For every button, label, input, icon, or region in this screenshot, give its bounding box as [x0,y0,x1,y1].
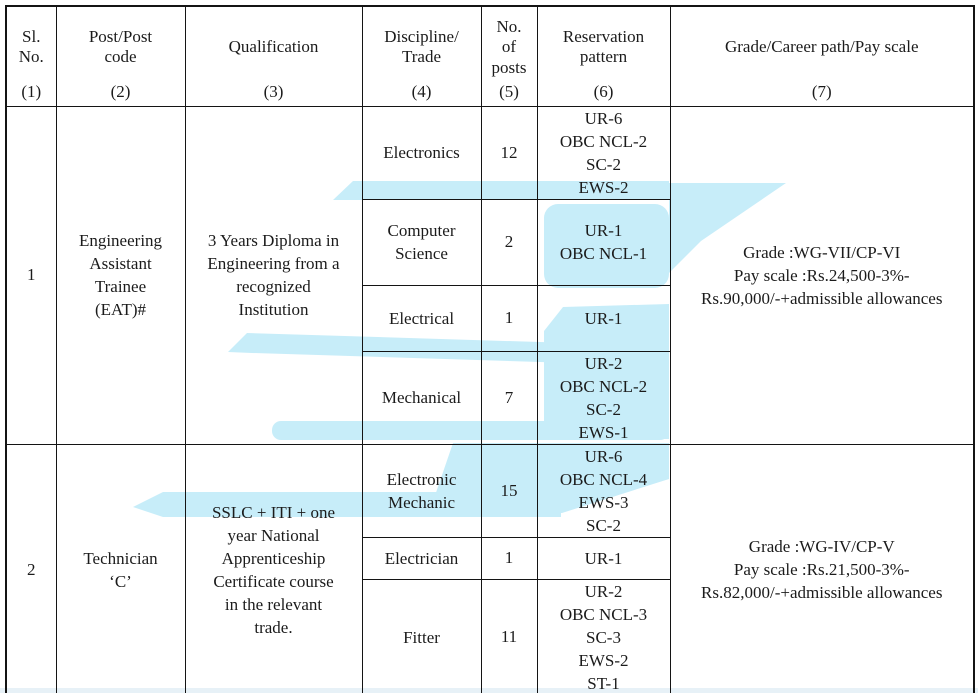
cell-post-code [56,444,185,693]
qualification-text: 3 Years Diploma in Engineering from a recognized Institution [207,231,340,319]
recruitment-posts-table [5,5,975,693]
cell-reservation [537,285,670,351]
cell-discipline [362,199,481,285]
cell-sl-no: 1 [6,106,56,444]
col-header-sl-no [6,6,56,106]
col-header-number: (3) [263,81,284,101]
col-header-number: (7) [811,81,832,101]
cell-qualification [185,106,362,444]
cell-posts: 7 [481,351,537,444]
reservation-text: UR-1 [584,548,623,568]
col-header-reservation-pattern [537,6,670,106]
cell-posts: 12 [481,106,537,199]
col-header-number: (6) [593,81,614,101]
cell-reservation [537,106,670,199]
discipline-name: Computer Science [387,221,456,263]
cell-reservation [537,444,670,537]
post-code-text: Engineering Assistant Trainee (EAT)# [78,231,163,319]
discipline-name: Electronics [383,143,460,162]
cell-posts: 15 [481,444,537,537]
cell-qualification [185,444,362,693]
col-header-label: Post/Post code [88,27,153,67]
cell-posts: 1 [481,285,537,351]
cell-discipline [362,106,481,199]
col-header-discipline-trade [362,6,481,106]
cell-reservation [537,199,670,285]
cell-posts: 2 [481,199,537,285]
cell-discipline [362,444,481,537]
col-header-number: (1) [21,81,42,101]
qualification-text: SSLC + ITI + one year National Apprenticeship Certificate course in the relevant trade. [211,502,336,637]
grade-pay-text: Grade :WG-VII/CP-VI Pay scale :Rs.24,500-3%- Rs.90,000/-+admissible allowances [701,242,943,308]
cell-grade [670,444,974,693]
cell-discipline [362,351,481,444]
col-header-label: Qualification [228,37,319,57]
discipline-name: Fitter [403,627,440,647]
discipline-name: Electrician [384,548,459,568]
table-body [6,106,974,693]
col-header-label: Grade/Career path/Pay scale [724,37,919,57]
cell-reservation [537,537,670,579]
reservation-text: UR-6 OBC NCL-4 EWS-3 SC-2 [559,446,648,535]
col-header-number: (5) [499,81,519,101]
cell-posts: 1 [481,537,537,579]
col-header-no-of-posts [481,6,537,106]
table-header [6,6,974,106]
col-header-label: Reservation pattern [562,27,645,67]
cell-reservation [537,351,670,444]
col-header-qualification [185,6,362,106]
cell-discipline [362,285,481,351]
cell-discipline [362,579,481,693]
reservation-text: UR-1 OBC NCL-1 [559,221,648,263]
col-header-grade-pay-scale [670,6,974,106]
col-header-post-code [56,6,185,106]
cell-post-code [56,106,185,444]
col-header-number: (2) [110,81,131,101]
discipline-name: Electrical [388,308,455,328]
discipline-name: Mechanical [381,388,462,407]
col-header-number: (4) [411,81,432,101]
reservation-text: UR-1 [584,308,623,328]
col-header-label: Discipline/ Trade [384,27,459,67]
table-row [6,444,974,537]
col-header-label: No. of posts [491,16,527,77]
reservation-text: UR-2 OBC NCL-3 SC-3 EWS-2 ST-1 [559,581,648,693]
table-row [6,106,974,199]
grade-pay-text: Grade :WG-IV/CP-V Pay scale :Rs.21,500-3%- Rs.82,000/-+admissible allowances [701,537,943,602]
cell-reservation [537,579,670,693]
reservation-text: UR-2 OBC NCL-2 SC-2 EWS-1 [559,353,648,442]
cell-posts: 11 [481,579,537,693]
col-header-label: Sl. No. [18,27,44,67]
discipline-name: Electronic Mechanic [386,469,457,512]
cell-discipline [362,537,481,579]
cell-sl-no: 2 [6,444,56,693]
cell-grade [670,106,974,444]
post-code-text: Technician ‘C’ [83,548,158,591]
reservation-text: UR-6 OBC NCL-2 SC-2 EWS-2 [559,108,648,197]
header-row [6,6,974,106]
